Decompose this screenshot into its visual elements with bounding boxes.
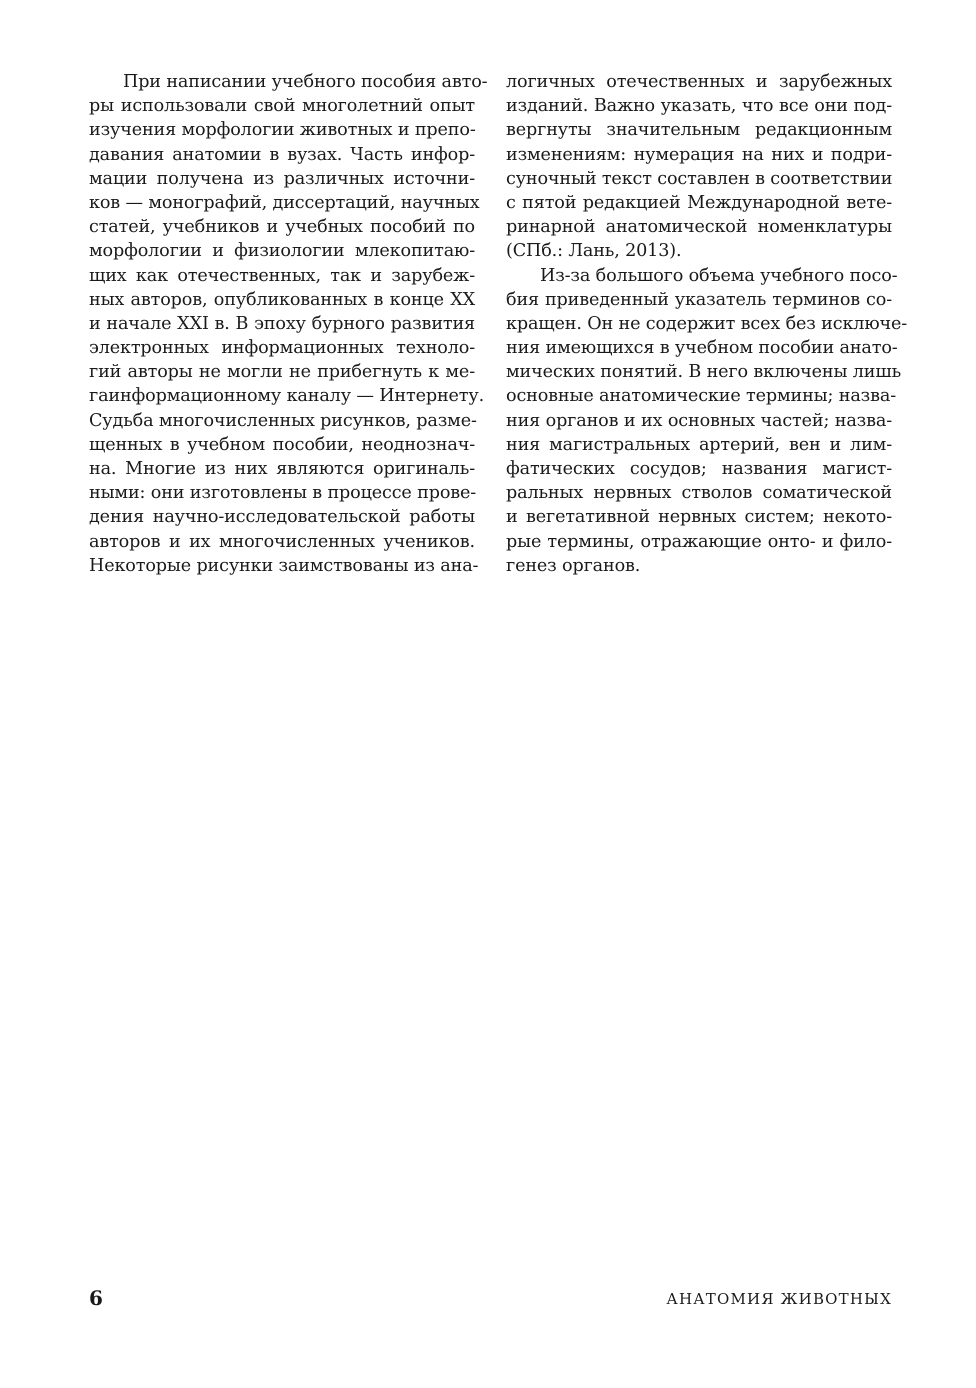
text-line: Некоторые рисунки заимствованы из ана- [89, 555, 479, 576]
page-number: 6 [89, 1286, 103, 1310]
text-line: щенных в учебном пособии, неоднознач- [89, 434, 475, 455]
text-line: При написании учебного пособия авто- [123, 72, 488, 92]
text-line: фатических сосудов; названия магист- [506, 459, 892, 479]
text-column-right [506, 70, 908, 578]
text-line: гий авторы не могли не прибегнуть к ме- [89, 362, 475, 383]
text-line: щих как отечественных, так и зарубеж- [89, 265, 475, 286]
running-title: АНАТОМИЯ ЖИВОТНЫХ [666, 1290, 892, 1308]
text-line: Судьба многочисленных рисунков, разме- [89, 410, 477, 431]
text-line: гаинформационному каналу — Интернету. [89, 386, 485, 407]
text-line: и начале XXI в. В эпоху бурного развития [89, 313, 475, 334]
text-line: на. Многие из них являются оригиналь- [89, 459, 475, 479]
text-line: электронных информационных техноло- [89, 338, 475, 359]
text-line: бия приведенный указатель терминов со- [506, 289, 892, 310]
text-line: основные анатомические термины; назва- [506, 386, 896, 407]
text-line: ния органов и их основных частей; назва- [506, 410, 892, 431]
text-line: морфологии и физиологии млекопитаю- [89, 241, 475, 262]
text-line: ными: они изготовлены в процессе прове- [89, 483, 477, 504]
text-line: генез органов. [506, 555, 641, 576]
text-line: ры использовали свой многолетний опыт [89, 96, 475, 117]
text-line: и вегетативной нервных систем; некото- [506, 507, 892, 528]
text-line: ков — монографий, диссертаций, научных [89, 192, 480, 213]
text-line: ния имеющихся в учебном пособии анато- [506, 338, 898, 359]
text-column-left [89, 70, 488, 578]
text-line: статей, учебников и учебных пособий по [89, 217, 475, 238]
text-line: ных авторов, опубликованных в конце XX [89, 289, 475, 310]
text-line: изучения морфологии животных и препо- [89, 120, 476, 141]
text-line: рые термины, отражающие онто- и фило- [506, 531, 892, 552]
text-line: изменениям: нумерация на них и подри- [506, 144, 892, 165]
text-line: ния магистральных артерий, вен и лим- [506, 434, 892, 455]
text-line: логичных отечественных и зарубежных [506, 72, 892, 92]
text-line: ральных нервных стволов соматической [506, 483, 892, 504]
text-line: давания анатомии в вузах. Часть инфор- [89, 144, 475, 165]
text-line: изданий. Важно указать, что все они под- [506, 96, 892, 117]
text-line: суночный текст составлен в соответствии [506, 168, 893, 189]
text-line: кращен. Он не содержит всех без исключе- [506, 313, 908, 334]
text-line: авторов и их многочисленных учеников. [89, 531, 475, 552]
text-line: дения научно-исследовательской работы [89, 507, 475, 528]
text-line: (СПб.: Лань, 2013). [506, 241, 682, 262]
text-line: с пятой редакцией Международной вете- [506, 192, 892, 213]
text-line: мических понятий. В него включены лишь [506, 362, 902, 383]
text-line: мации получена из различных источни- [89, 168, 475, 189]
text-line: вергнуты значительным редакционным [506, 120, 892, 141]
text-line: ринарной анатомической номенклатуры [506, 217, 892, 238]
text-line: Из-за большого объема учебного посо- [540, 265, 898, 286]
